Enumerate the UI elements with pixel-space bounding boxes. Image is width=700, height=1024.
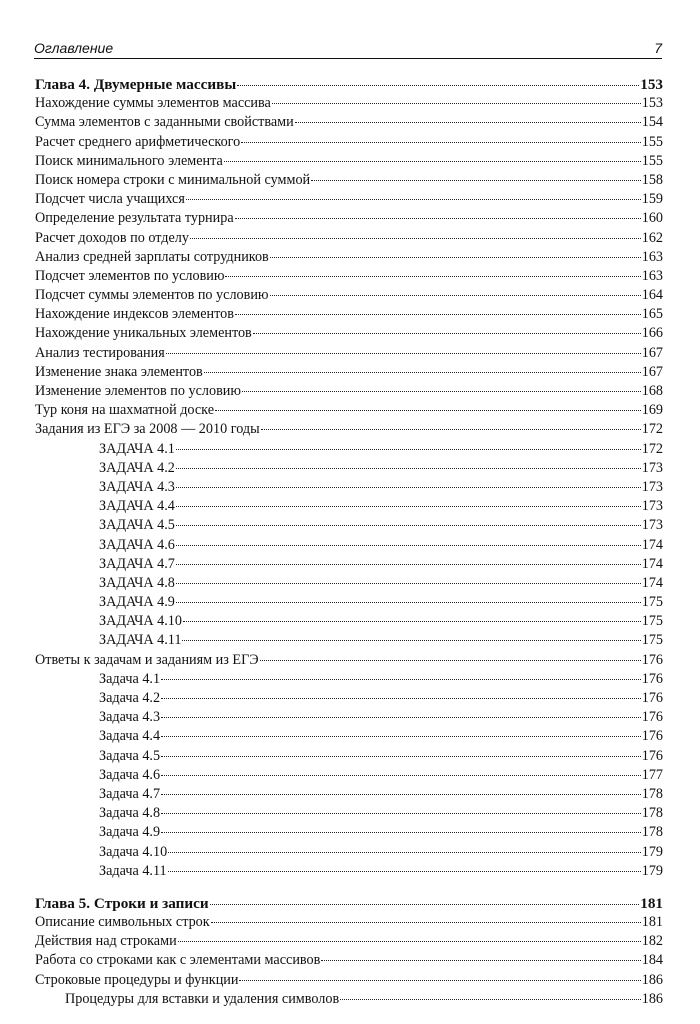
dot-leader xyxy=(235,218,641,219)
dot-leader xyxy=(186,199,641,200)
toc-entry[interactable] xyxy=(35,727,663,746)
toc-entry-title: Подсчет элементов по условию xyxy=(35,267,225,284)
dot-leader xyxy=(242,391,641,392)
toc-entry-title: Строковые процедуры и функции xyxy=(35,971,239,988)
toc-entry-page: 173 xyxy=(641,517,663,534)
toc-entry[interactable] xyxy=(35,382,663,401)
toc-section-ege-tasks[interactable] xyxy=(35,420,663,439)
toc-entry[interactable] xyxy=(35,497,663,516)
toc-entry-title: Нахождение уникальных элементов xyxy=(35,325,252,342)
toc-entry-title: Анализ средней зарплаты сотрудников xyxy=(35,248,269,265)
toc-entry-page: 175 xyxy=(641,632,663,649)
dot-leader xyxy=(311,180,641,181)
running-head-section: Оглавление xyxy=(34,40,114,56)
dot-leader xyxy=(340,999,641,1000)
toc-entry-title: ЗАДАЧА 4.10 xyxy=(99,613,182,630)
toc-entry[interactable] xyxy=(35,689,663,708)
toc-entry-title: Задача 4.1 xyxy=(99,670,161,687)
dot-leader xyxy=(190,238,641,239)
toc-entry-page: 169 xyxy=(641,402,663,419)
toc-entry-page: 181 xyxy=(641,914,663,931)
dot-leader xyxy=(210,904,640,905)
toc-entry[interactable] xyxy=(35,324,663,343)
dot-leader xyxy=(176,602,641,603)
toc-entry-page: 175 xyxy=(641,594,663,611)
toc-entry-title: Задача 4.3 xyxy=(99,709,161,726)
toc-entry[interactable] xyxy=(35,913,663,932)
toc-entry-page: 182 xyxy=(641,933,663,950)
dot-leader xyxy=(239,980,640,981)
dot-leader xyxy=(161,756,641,757)
toc-entry[interactable] xyxy=(35,113,663,132)
toc-entry-title: Поиск номера строки с минимальной суммой xyxy=(35,171,311,188)
toc-entry[interactable] xyxy=(35,171,663,190)
toc-entry-title: ЗАДАЧА 4.7 xyxy=(99,555,175,572)
toc-entry[interactable] xyxy=(35,190,663,209)
toc-entry-title: ЗАДАЧА 4.8 xyxy=(99,574,175,591)
toc-entry[interactable] xyxy=(35,971,663,990)
toc-entry-page: 153 xyxy=(641,95,663,112)
toc-section-answers[interactable] xyxy=(35,651,663,670)
toc-entry[interactable] xyxy=(35,555,663,574)
toc-entry-page: 176 xyxy=(641,651,663,668)
toc-entry-title: Задача 4.5 xyxy=(99,747,161,764)
toc-chapter-4[interactable] xyxy=(35,75,663,94)
dot-leader xyxy=(295,122,641,123)
toc-entry-page: 167 xyxy=(641,363,663,380)
toc-entry-title: Задача 4.6 xyxy=(99,766,161,783)
dot-leader xyxy=(204,372,641,373)
toc-entry-title: Задача 4.11 xyxy=(99,862,167,879)
toc-entry-title: ЗАДАЧА 4.2 xyxy=(99,459,175,476)
toc-entry-page: 159 xyxy=(641,191,663,208)
chapter-5-sub-items xyxy=(35,990,663,1009)
toc-entry[interactable] xyxy=(35,459,663,478)
toc-entry-page: 176 xyxy=(641,670,663,687)
toc-entry-title: Действия над строками xyxy=(35,933,177,950)
toc-entry-page: 181 xyxy=(640,894,663,912)
toc-entry-title: Анализ тестирования xyxy=(35,344,165,361)
toc-entry[interactable] xyxy=(35,631,663,650)
toc-entry-title: Глава 4. Двумерные массивы xyxy=(35,76,237,93)
toc-entry-title: Задача 4.10 xyxy=(99,843,168,860)
toc-entry-page: 164 xyxy=(641,287,663,304)
toc-entry-title: Подсчет суммы элементов по условию xyxy=(35,287,269,304)
toc-entry-title: Задача 4.2 xyxy=(99,690,161,706)
toc-entry[interactable] xyxy=(35,363,663,382)
toc-entry-title: Задания из ЕГЭ за 2008 — 2010 годы xyxy=(35,421,260,438)
dot-leader xyxy=(176,487,641,488)
toc-entry-title: Нахождение индексов элементов xyxy=(35,306,234,323)
running-head-page-number: 7 xyxy=(654,40,662,56)
dot-leader xyxy=(176,564,641,565)
toc-entry-page: 184 xyxy=(641,952,663,969)
toc-entry-title: Задача 4.7 xyxy=(99,785,161,802)
toc-entry-title: ЗАДАЧА 4.6 xyxy=(99,536,175,553)
toc-entry-page: 167 xyxy=(641,344,663,361)
dot-leader xyxy=(211,922,641,923)
toc-entry[interactable] xyxy=(35,612,663,631)
toc-entry-page: 176 xyxy=(641,728,663,745)
toc-entry[interactable] xyxy=(35,229,663,248)
toc-entry-page: 179 xyxy=(641,862,663,879)
toc-entry[interactable] xyxy=(35,516,663,535)
toc-entry-title: Сумма элементов с заданными свойствами xyxy=(35,114,294,131)
toc-entry[interactable] xyxy=(35,286,663,305)
toc-entry[interactable] xyxy=(35,951,663,970)
toc-entry-page: 178 xyxy=(641,785,663,802)
dot-leader xyxy=(261,429,641,430)
toc-entry[interactable] xyxy=(35,440,663,459)
toc-entry-title: Расчет среднего арифметического xyxy=(35,133,241,150)
toc-entry-page: 163 xyxy=(641,248,663,265)
toc-entry[interactable] xyxy=(35,862,663,881)
dot-leader xyxy=(241,142,640,143)
toc-entry[interactable] xyxy=(35,94,663,113)
dot-leader xyxy=(178,941,641,942)
toc-entry-page: 174 xyxy=(641,574,663,591)
dot-leader xyxy=(253,333,641,334)
toc-entry-page: 172 xyxy=(641,421,663,438)
toc-entry-title: Ответы к задачам и заданиям из ЕГЭ xyxy=(35,651,259,668)
dot-leader xyxy=(183,621,641,622)
toc-entry-title: Глава 5. Строки и записи xyxy=(35,894,209,912)
toc-entry[interactable] xyxy=(35,766,663,785)
toc-entry-page: 158 xyxy=(641,171,663,188)
toc-entry-title: Подсчет числа учащихся xyxy=(35,191,185,208)
dot-leader xyxy=(321,960,640,961)
page-header xyxy=(34,34,662,59)
toc-entry-page: 168 xyxy=(641,383,663,399)
toc-entry-page: 176 xyxy=(641,709,663,726)
toc-entry-page: 154 xyxy=(641,114,663,131)
toc-entry[interactable] xyxy=(35,267,663,286)
toc-entry[interactable] xyxy=(35,248,663,267)
toc-entry[interactable] xyxy=(35,209,663,228)
chapter-gap xyxy=(35,881,663,894)
toc-entry[interactable] xyxy=(35,133,663,152)
toc-entry-title: Задача 4.8 xyxy=(99,805,161,822)
toc-entry-page: 176 xyxy=(641,747,663,764)
toc-entry-page: 173 xyxy=(641,459,663,476)
toc-entry-title: Задача 4.4 xyxy=(99,728,161,745)
toc-entry-page: 153 xyxy=(640,76,663,93)
toc-entry-page: 165 xyxy=(641,306,663,323)
toc-entry[interactable] xyxy=(35,305,663,324)
toc-entry-page: 155 xyxy=(641,152,663,169)
toc-entry[interactable] xyxy=(35,708,663,727)
toc-entry-page: 162 xyxy=(641,229,663,246)
toc-entry-title: ЗАДАЧА 4.9 xyxy=(99,594,175,611)
toc-entry[interactable] xyxy=(35,804,663,823)
table-of-contents xyxy=(35,75,663,1009)
dot-leader xyxy=(176,506,641,507)
toc-entry-title: ЗАДАЧА 4.3 xyxy=(99,478,175,495)
dot-leader xyxy=(224,161,641,162)
toc-entry-title: Описание символьных строк xyxy=(35,914,210,931)
dot-leader xyxy=(161,775,641,776)
toc-entry-title: ЗАДАЧА 4.5 xyxy=(99,517,175,534)
dot-leader xyxy=(235,314,641,315)
toc-entry-page: 186 xyxy=(641,971,663,988)
dot-leader xyxy=(161,832,641,833)
answer-items xyxy=(35,670,663,881)
toc-entry-title: Работа со строками как с элементами массивов xyxy=(35,952,321,969)
dot-leader xyxy=(270,295,641,296)
toc-entry-title: Нахождение суммы элементов массива xyxy=(35,95,271,112)
toc-entry-title: Изменение элементов по условию xyxy=(35,383,241,399)
dot-leader xyxy=(176,468,641,469)
toc-entry-page: 178 xyxy=(641,824,663,841)
toc-entry[interactable] xyxy=(35,747,663,766)
toc-entry-page: 174 xyxy=(641,536,663,553)
dot-leader xyxy=(182,640,640,641)
toc-entry[interactable] xyxy=(35,574,663,593)
dot-leader xyxy=(260,660,641,661)
toc-entry[interactable] xyxy=(35,344,663,363)
toc-entry-page: 173 xyxy=(641,478,663,495)
toc-entry-title: Тур коня на шахматной доске xyxy=(35,402,215,419)
dot-leader xyxy=(161,736,641,737)
toc-entry-page: 175 xyxy=(641,613,663,630)
toc-entry-page: 163 xyxy=(641,267,663,284)
dot-leader xyxy=(225,276,640,277)
toc-entry-title: ЗАДАЧА 4.1 xyxy=(99,440,175,457)
toc-entry-title: ЗАДАЧА 4.11 xyxy=(99,632,182,649)
ege-task-items xyxy=(35,440,663,651)
toc-entry-page: 160 xyxy=(641,210,663,227)
toc-entry-title: Поиск минимального элемента xyxy=(35,152,223,169)
dot-leader xyxy=(270,257,641,258)
dot-leader xyxy=(237,85,639,86)
toc-entry-title: Изменение знака элементов xyxy=(35,363,203,380)
toc-entry-page: 177 xyxy=(641,766,663,783)
toc-entry[interactable] xyxy=(35,401,663,420)
toc-entry-page: 173 xyxy=(641,498,663,515)
dot-leader xyxy=(176,449,641,450)
toc-entry[interactable] xyxy=(35,152,663,171)
toc-entry[interactable] xyxy=(35,670,663,689)
dot-leader xyxy=(161,698,641,699)
chapter-5-items xyxy=(35,913,663,990)
toc-chapter-5[interactable] xyxy=(35,894,663,913)
toc-entry-title: Процедуры для вставки и удаления символов xyxy=(65,990,340,1007)
toc-entry[interactable] xyxy=(35,823,663,842)
dot-leader xyxy=(166,353,641,354)
toc-entry[interactable] xyxy=(35,785,663,804)
toc-entry[interactable] xyxy=(35,536,663,555)
toc-entry[interactable] xyxy=(35,990,663,1009)
toc-entry-page: 155 xyxy=(641,133,663,150)
dot-leader xyxy=(176,525,641,526)
toc-entry[interactable] xyxy=(35,932,663,951)
dot-leader xyxy=(272,103,641,104)
dot-leader xyxy=(176,545,641,546)
dot-leader xyxy=(215,410,641,411)
toc-entry-title: Расчет доходов по отделу xyxy=(35,229,189,246)
toc-entry-page: 176 xyxy=(641,690,663,706)
toc-entry-page: 178 xyxy=(641,805,663,822)
dot-leader xyxy=(176,583,641,584)
toc-entry-page: 186 xyxy=(641,990,663,1007)
toc-entry[interactable] xyxy=(35,593,663,612)
toc-entry-title: Задача 4.9 xyxy=(99,824,161,841)
toc-entry-page: 174 xyxy=(641,555,663,572)
chapter-4-items xyxy=(35,94,663,420)
dot-leader xyxy=(168,871,641,872)
dot-leader xyxy=(161,717,641,718)
dot-leader xyxy=(161,794,641,795)
toc-entry-title: ЗАДАЧА 4.4 xyxy=(99,498,175,515)
dot-leader xyxy=(161,679,641,680)
toc-entry-page: 179 xyxy=(641,843,663,860)
toc-entry-page: 166 xyxy=(641,325,663,342)
toc-entry[interactable] xyxy=(35,478,663,497)
dot-leader xyxy=(168,852,641,853)
toc-entry[interactable] xyxy=(35,843,663,862)
dot-leader xyxy=(161,813,641,814)
toc-entry-title: Определение результата турнира xyxy=(35,210,234,227)
toc-entry-page: 172 xyxy=(641,440,663,457)
